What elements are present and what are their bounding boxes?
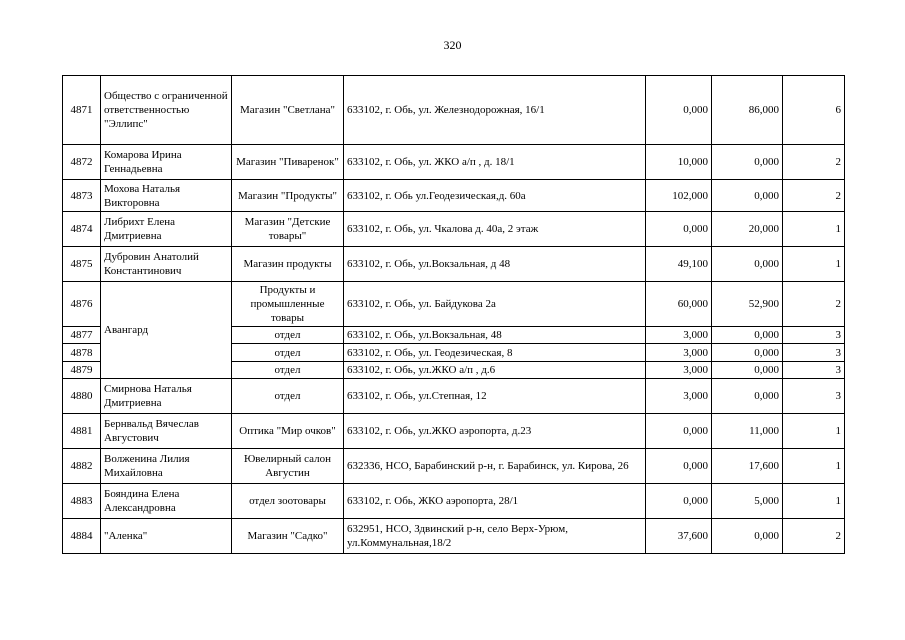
organization-cell: Общество с ограниченной ответственностью "Эллипс"	[101, 76, 232, 145]
address-cell: 633102, г. Обь, ул. Железнодорожная, 16/1	[344, 76, 646, 145]
table-row	[63, 379, 845, 414]
address-cell: 633102, г. Обь, ул.ЖКО аэропорта, д.23	[344, 414, 646, 449]
address-cell: 633102, г. Обь, ул. Чкалова д. 40а, 2 этаж	[344, 212, 646, 247]
count-cell: 1	[783, 414, 845, 449]
table-row	[63, 519, 845, 554]
address-cell: 633102, г. Обь, ул.ЖКО а/п , д.6	[344, 362, 646, 379]
row-number: 4874	[63, 212, 101, 247]
value-2-cell: 5,000	[712, 484, 783, 519]
table-row	[63, 247, 845, 282]
count-cell: 3	[783, 327, 845, 344]
value-2-cell: 0,000	[712, 519, 783, 554]
row-number: 4880	[63, 379, 101, 414]
object-cell: Ювелирный салон Августин	[232, 449, 344, 484]
row-number: 4882	[63, 449, 101, 484]
count-cell: 2	[783, 180, 845, 212]
count-cell: 1	[783, 449, 845, 484]
table-row	[63, 282, 845, 327]
row-number: 4881	[63, 414, 101, 449]
object-cell: Магазин "Детские товары"	[232, 212, 344, 247]
organization-cell: "Аленка"	[101, 519, 232, 554]
value-2-cell: 0,000	[712, 247, 783, 282]
value-1-cell: 0,000	[646, 414, 712, 449]
address-cell: 633102, г. Обь, ЖКО аэропорта, 28/1	[344, 484, 646, 519]
row-number: 4883	[63, 484, 101, 519]
address-cell: 633102, г. Обь, ул.Вокзальная, 48	[344, 327, 646, 344]
value-1-cell: 0,000	[646, 76, 712, 145]
value-1-cell: 0,000	[646, 449, 712, 484]
row-number: 4876	[63, 282, 101, 327]
row-number: 4879	[63, 362, 101, 379]
value-2-cell: 11,000	[712, 414, 783, 449]
value-2-cell: 0,000	[712, 362, 783, 379]
table-row	[63, 212, 845, 247]
value-1-cell: 37,600	[646, 519, 712, 554]
row-number: 4884	[63, 519, 101, 554]
value-1-cell: 49,100	[646, 247, 712, 282]
count-cell: 6	[783, 76, 845, 145]
count-cell: 2	[783, 282, 845, 327]
page-number: 320	[443, 38, 462, 52]
value-1-cell: 3,000	[646, 344, 712, 362]
address-cell: 632951, НСО, Здвинский р-н, село Верх-Урюм, ул.Коммунальная,18/2	[344, 519, 646, 554]
object-cell: Магазин "Светлана"	[232, 76, 344, 145]
object-cell: отдел	[232, 379, 344, 414]
object-cell: отдел	[232, 344, 344, 362]
address-cell: 633102, г. Обь, ул.Степная, 12	[344, 379, 646, 414]
value-1-cell: 10,000	[646, 145, 712, 180]
count-cell: 1	[783, 247, 845, 282]
table-row	[63, 180, 845, 212]
registry-table	[62, 75, 845, 554]
value-2-cell: 0,000	[712, 379, 783, 414]
count-cell: 3	[783, 344, 845, 362]
object-cell: Продукты и промышленные товары	[232, 282, 344, 327]
value-2-cell: 86,000	[712, 76, 783, 145]
row-number: 4878	[63, 344, 101, 362]
table-row	[63, 449, 845, 484]
value-1-cell: 0,000	[646, 212, 712, 247]
value-1-cell: 102,000	[646, 180, 712, 212]
count-cell: 3	[783, 379, 845, 414]
table-row	[63, 484, 845, 519]
value-1-cell: 60,000	[646, 282, 712, 327]
count-cell: 1	[783, 212, 845, 247]
organization-cell: Мохова Наталья Викторовна	[101, 180, 232, 212]
value-2-cell: 52,900	[712, 282, 783, 327]
object-cell: отдел	[232, 327, 344, 344]
organization-cell: Волженина Лилия Михайловна	[101, 449, 232, 484]
object-cell: отдел	[232, 362, 344, 379]
row-number: 4873	[63, 180, 101, 212]
address-cell: 633102, г. Обь, ул. Геодезическая, 8	[344, 344, 646, 362]
row-number: 4872	[63, 145, 101, 180]
object-cell: Магазин "Продукты"	[232, 180, 344, 212]
table-row	[63, 414, 845, 449]
count-cell: 3	[783, 362, 845, 379]
value-1-cell: 3,000	[646, 362, 712, 379]
row-number: 4871	[63, 76, 101, 145]
organization-cell: Смирнова Наталья Дмитриевна	[101, 379, 232, 414]
value-1-cell: 0,000	[646, 484, 712, 519]
value-2-cell: 17,600	[712, 449, 783, 484]
organization-cell: Авангард	[101, 282, 232, 379]
count-cell: 2	[783, 519, 845, 554]
organization-cell: Дубровин Анатолий Константинович	[101, 247, 232, 282]
address-cell: 633102, г. Обь, ул.Вокзальная, д 48	[344, 247, 646, 282]
object-cell: Оптика "Мир очков"	[232, 414, 344, 449]
value-2-cell: 0,000	[712, 327, 783, 344]
object-cell: Магазин "Пиваренок"	[232, 145, 344, 180]
object-cell: Магазин "Садко"	[232, 519, 344, 554]
address-cell: 632336, НСО, Барабинский р-н, г. Барабинск, ул. Кирова, 26	[344, 449, 646, 484]
organization-cell: Бернвальд Вячеслав Августович	[101, 414, 232, 449]
row-number: 4877	[63, 327, 101, 344]
address-cell: 633102, г. Обь, ул. ЖКО а/п , д. 18/1	[344, 145, 646, 180]
count-cell: 2	[783, 145, 845, 180]
count-cell: 1	[783, 484, 845, 519]
address-cell: 633102, г. Обь ул.Геодезическая,д. 60а	[344, 180, 646, 212]
value-2-cell: 0,000	[712, 344, 783, 362]
organization-cell: Комарова Ирина Геннадьевна	[101, 145, 232, 180]
organization-cell: Бояндина Елена Александровна	[101, 484, 232, 519]
row-number: 4875	[63, 247, 101, 282]
value-2-cell: 0,000	[712, 180, 783, 212]
object-cell: Магазин продукты	[232, 247, 344, 282]
table-row	[63, 145, 845, 180]
object-cell: отдел зоотовары	[232, 484, 344, 519]
value-2-cell: 0,000	[712, 145, 783, 180]
value-1-cell: 3,000	[646, 327, 712, 344]
address-cell: 633102, г. Обь, ул. Байдукова 2а	[344, 282, 646, 327]
table-row	[63, 76, 845, 145]
value-1-cell: 3,000	[646, 379, 712, 414]
organization-cell: Либрихт Елена Дмитриевна	[101, 212, 232, 247]
value-2-cell: 20,000	[712, 212, 783, 247]
